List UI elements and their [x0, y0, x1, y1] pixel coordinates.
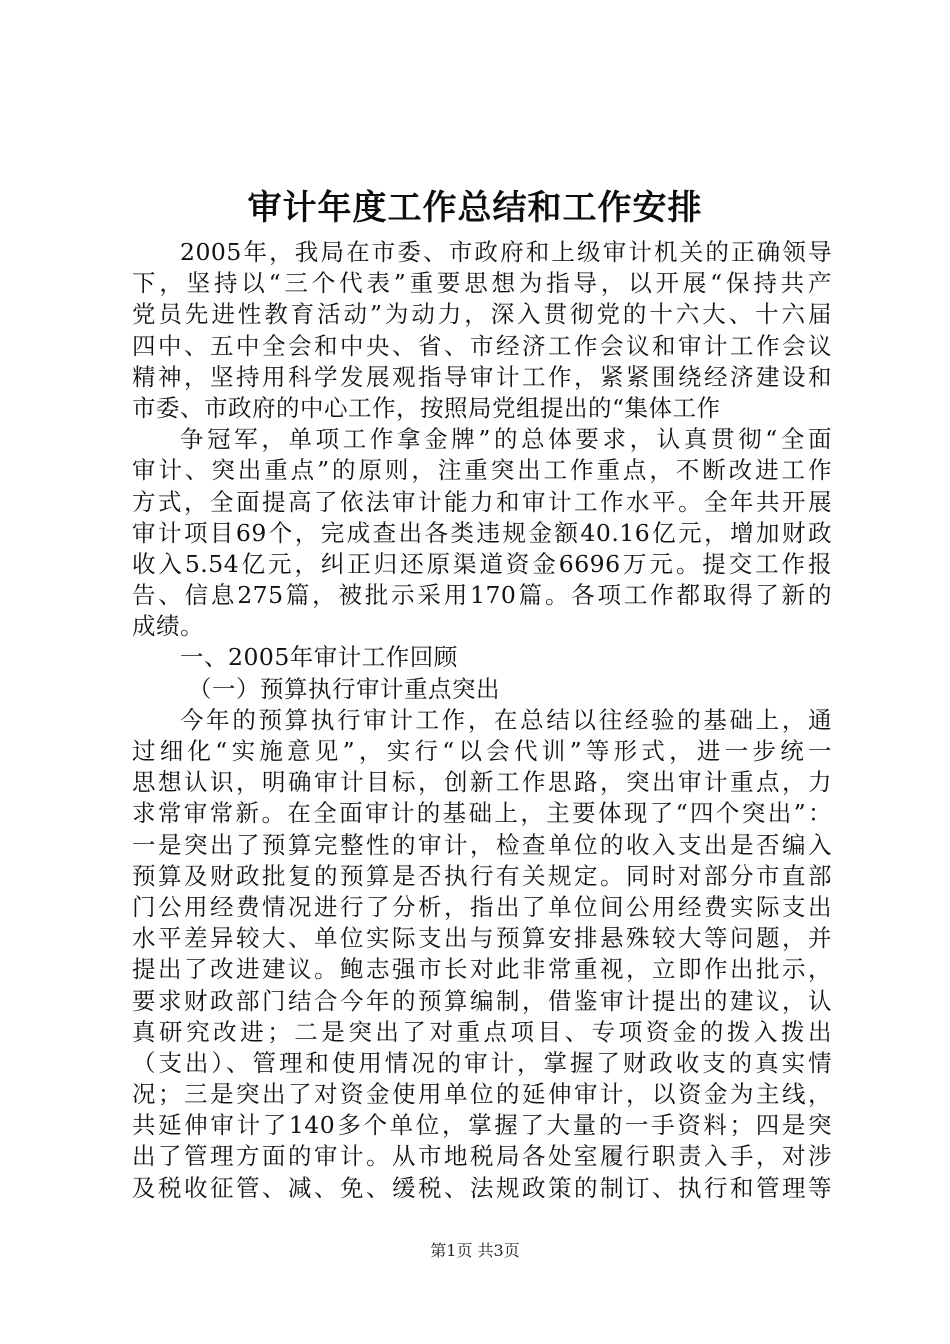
- section-heading: 一、2005年审计工作回顾: [180, 643, 458, 672]
- page-number: 第1页 共3页: [430, 1241, 520, 1260]
- body-line: 市委、市政府的中心工作，按照局党组提出的“集体工作: [132, 393, 721, 422]
- body-line: 及税收征管、减、免、缓税、法规政策的制订、执行和管理等: [132, 1173, 832, 1202]
- body-line: 预算及财政批复的预算是否执行有关规定。同时对部分市直部: [132, 861, 832, 890]
- body-line: 告、信息275篇，被批示采用170篇。各项工作都取得了新的: [132, 581, 832, 610]
- body-line: 要求财政部门结合今年的预算编制，借鉴审计提出的建议，认: [132, 986, 832, 1015]
- body-line: 2005年，我局在市委、市政府和上级审计机关的正确领导: [180, 238, 832, 266]
- body-line: 共延伸审计了140多个单位，掌握了大量的一手资料；四是突: [132, 1111, 832, 1140]
- body-line: 门公用经费情况进行了分析，指出了单位间公用经费实际支出: [132, 892, 832, 921]
- body-line: 今年的预算执行审计工作，在总结以往经验的基础上，通: [180, 705, 832, 734]
- document-title: 审计年度工作总结和工作安排: [247, 188, 703, 228]
- body-line: 审计、突出重点”的原则，注重突出工作重点，不断改进工作: [132, 456, 832, 485]
- body-line: 过细化“实施意见”，实行“以会代训”等形式，进一步统一: [132, 737, 832, 765]
- body-line: 一是突出了预算完整性的审计，检查单位的收入支出是否编入: [132, 830, 832, 859]
- body-line: 求常审常新。在全面审计的基础上，主要体现了“四个突出”：: [132, 799, 832, 828]
- body-line: 水平差异较大、单位实际支出与预算安排悬殊较大等问题，并: [132, 924, 832, 953]
- body-line: （支出）、管理和使用情况的审计，掌握了财政收支的真实情: [132, 1048, 832, 1077]
- body-line: 收入5.54亿元，纠正归还原渠道资金6696万元。提交工作报: [132, 549, 832, 578]
- body-line: 审计项目69个，完成查出各类违规金额40.16亿元，增加财政: [132, 518, 832, 547]
- body-line: 况；三是突出了对资金使用单位的延伸审计，以资金为主线，: [132, 1080, 832, 1109]
- body-line: 精神，坚持用科学发展观指导审计工作，紧紧围绕经济建设和: [132, 362, 832, 391]
- body-line: 方式，全面提高了依法审计能力和审计工作水平。全年共开展: [132, 487, 832, 516]
- body-line: 四中、五中全会和中央、省、市经济工作会议和审计工作会议: [132, 331, 832, 360]
- body-line: 成绩。: [132, 612, 204, 641]
- body-line: 出了管理方面的审计。从市地税局各处室履行职责入手，对涉: [132, 1142, 832, 1171]
- body-line: 提出了改进建议。鲍志强市长对此非常重视，立即作出批示，: [132, 955, 832, 984]
- body-line: 思想认识，明确审计目标，创新工作思路，突出审计重点，力: [132, 768, 832, 797]
- body-line: 真研究改进；二是突出了对重点项目、专项资金的拨入拨出: [132, 1017, 832, 1046]
- body-line: 下，坚持以“三个代表”重要思想为指导，以开展“保持共产: [132, 269, 832, 298]
- subsection-heading: （一）预算执行审计重点突出: [188, 674, 500, 703]
- body-line: 党员先进性教育活动”为动力，深入贯彻党的十六大、十六届: [132, 300, 832, 329]
- body-line: 争冠军，单项工作拿金牌”的总体要求，认真贯彻“全面: [180, 425, 832, 454]
- document-body: [132, 237, 832, 1204]
